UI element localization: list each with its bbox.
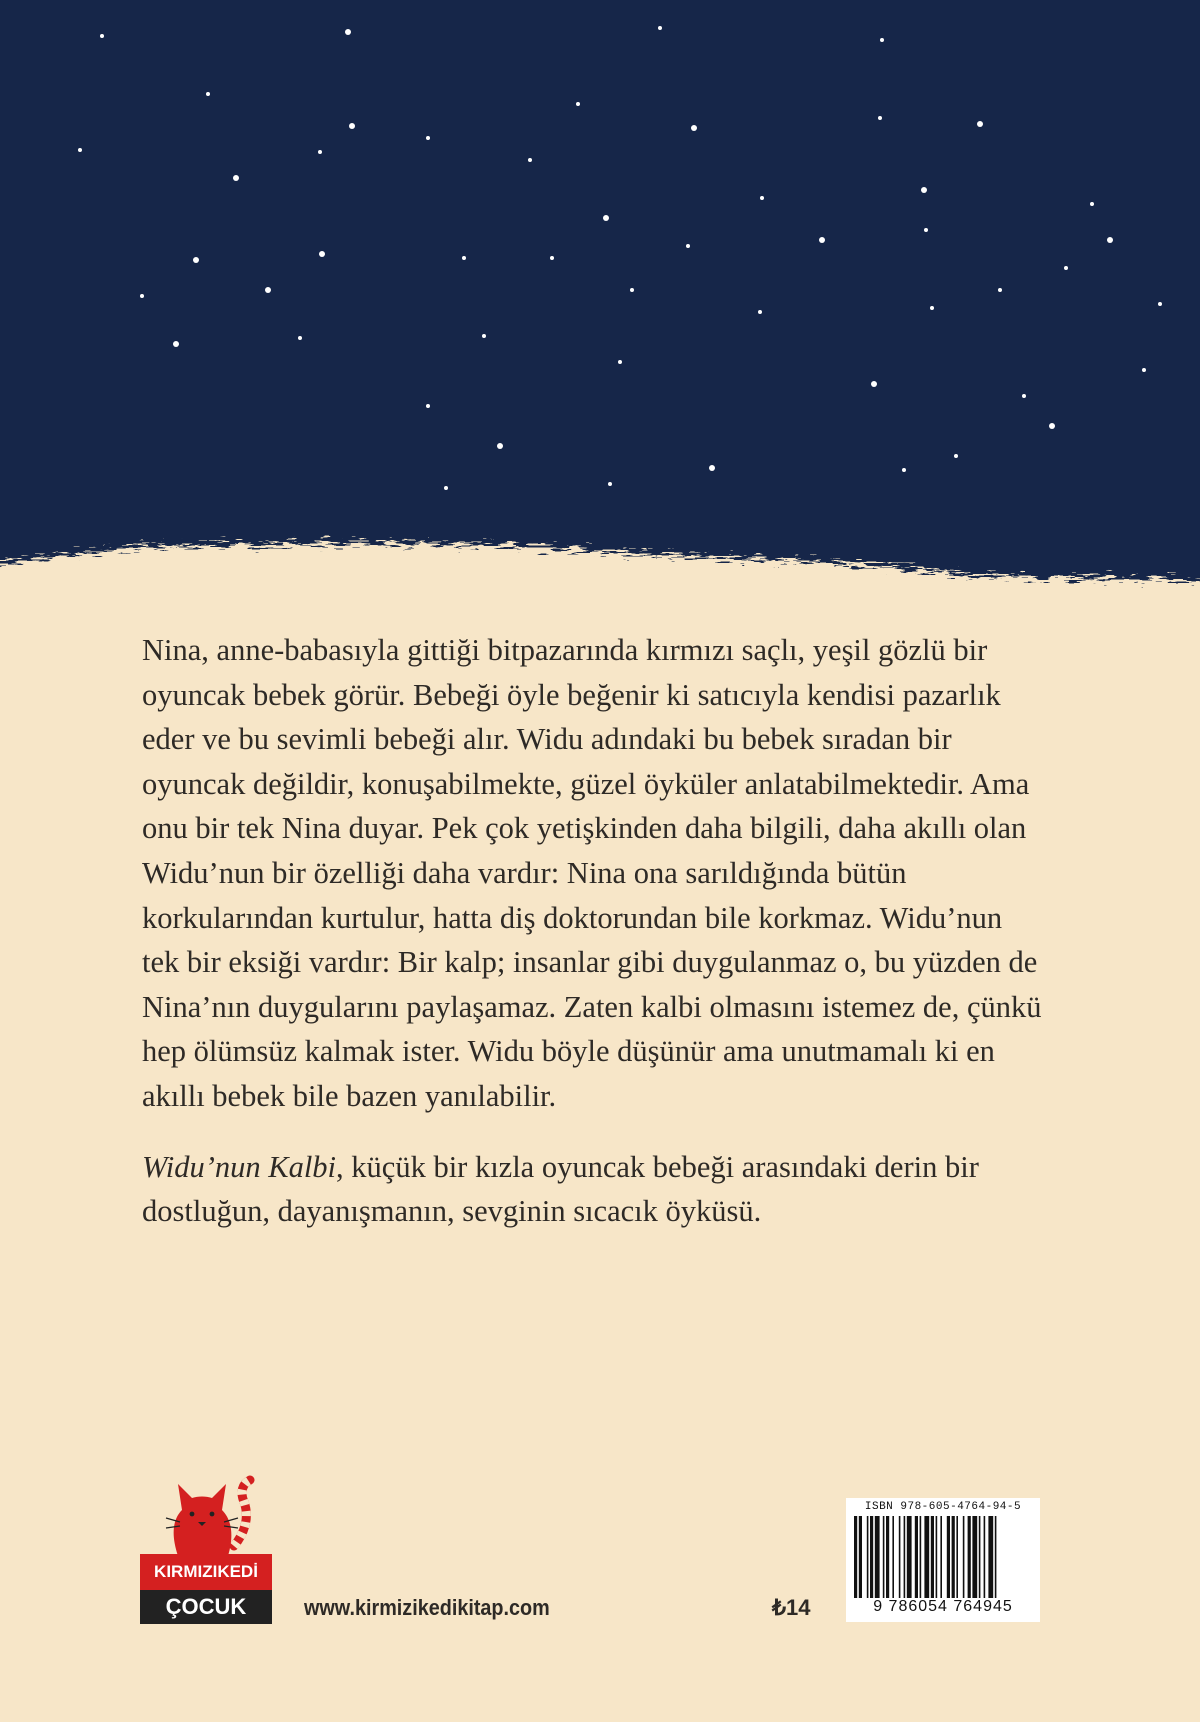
barcode-bar (947, 1516, 950, 1598)
star (709, 465, 715, 471)
barcode-bar (979, 1516, 981, 1598)
star (318, 150, 322, 154)
star (319, 251, 325, 257)
star (878, 116, 882, 120)
star (618, 360, 622, 364)
star (954, 454, 958, 458)
barcode-bar (924, 1516, 929, 1598)
barcode-bar (886, 1516, 889, 1598)
star (173, 341, 179, 347)
star (349, 123, 355, 129)
barcode-bar (956, 1516, 958, 1598)
publisher-imprint: ÇOCUK (140, 1590, 272, 1624)
star (482, 334, 486, 338)
price-label: ₺14 (772, 1595, 811, 1620)
barcode-bar (859, 1516, 862, 1598)
barcode-bar (875, 1516, 880, 1598)
publisher-name: KIRMIZIKEDİ (140, 1554, 272, 1590)
star (608, 482, 612, 486)
star (1158, 302, 1162, 306)
blurb-paragraph-2-text: , küçük bir kızla oyuncak bebeği arasındaki derin bir dostluğun, dayanışmanın, sevginin sıcacık öyküsü. (142, 1149, 979, 1229)
barcode-bar (968, 1516, 971, 1598)
barcode-bar (854, 1516, 857, 1598)
star (902, 468, 906, 472)
isbn-label: ISBN 978-605-4764-94-5 (864, 1501, 1022, 1513)
barcode-bars (850, 1516, 1036, 1598)
isbn-barcode (846, 1498, 1040, 1622)
book-title-italic: Widu’nun Kalbi (142, 1149, 337, 1184)
star (426, 136, 430, 140)
barcode-bar (952, 1516, 955, 1598)
barcode-bar (907, 1516, 912, 1598)
star (1142, 368, 1146, 372)
barcode-bar (892, 1516, 894, 1598)
star (998, 288, 1002, 292)
red-cat-icon (140, 1462, 272, 1558)
star (691, 125, 697, 131)
barcode-bar (963, 1516, 965, 1598)
star (977, 121, 983, 127)
star (921, 187, 927, 193)
star (78, 148, 82, 152)
star (265, 287, 271, 293)
isbn-digits: 9 786054 764945 (873, 1598, 1013, 1615)
star (528, 158, 532, 162)
star (1049, 423, 1055, 429)
star (298, 336, 302, 340)
barcode-bar (995, 1516, 997, 1598)
star (760, 196, 764, 200)
barcode-bar (931, 1516, 934, 1598)
star (930, 306, 934, 310)
star (880, 38, 884, 42)
starry-night-sky (0, 0, 1200, 620)
star (444, 486, 448, 490)
star (1064, 266, 1068, 270)
star (345, 29, 351, 35)
barcode-bar (988, 1516, 993, 1598)
star (630, 288, 634, 292)
star (758, 310, 762, 314)
publisher-logo (140, 1462, 272, 1624)
barcode-bar (899, 1516, 901, 1598)
barcode-bar (870, 1516, 873, 1598)
blurb-paragraph-1: Nina, anne-babasıyla gittiği bitpazarında kırmızı saçlı, yeşil gözlü bir oyuncak bebek görür. Bebeği öyle beğenir ki satıcıyla kendisi pazarlık eder ve bu sevimli bebeği alır. Widu adındaki bu bebek sıradan bir oyuncak değildir, konuşabilmekte, güzel öyküler anlatabilmektedir. Ama onu bir tek Nina duyar. Pek çok yetişkinden daha bilgili, daha akıllı olan Widu’nun bir özelliği daha vardır: Nina ona sarıldığında bütün korkularından kurtulur, hatta diş doktorundan bile korkmaz. Widu’nun tek bir eksiği vardır: Bir kalp; insanlar gibi duygulanmaz o, bu yüzden de Nina’nın duygularını paylaşamaz. Zaten kalbi olmasını istemez de, çünkü hep ölümsüz kalmak ister. Widu böyle düşünür ama unutmamalı ki en akıllı bebek bile bazen yanılabilir. (142, 633, 1042, 1113)
star (686, 244, 690, 248)
star (576, 102, 580, 106)
publisher-website: www.kirmizikedikitap.com (304, 1595, 550, 1620)
star (193, 257, 199, 263)
star (100, 34, 104, 38)
barcode-bar (936, 1516, 938, 1598)
star (462, 256, 466, 260)
barcode-bar (984, 1516, 986, 1598)
star (233, 175, 239, 181)
blurb-paragraph-2 (142, 1145, 1042, 1234)
barcode-bar (972, 1516, 977, 1598)
star (871, 381, 877, 387)
barcode-bar (920, 1516, 922, 1598)
star (497, 443, 503, 449)
star (550, 256, 554, 260)
back-cover-blurb (142, 628, 1042, 1234)
barcode-bar (940, 1516, 942, 1598)
star (658, 26, 662, 30)
star (1107, 237, 1113, 243)
star (603, 215, 609, 221)
star (819, 237, 825, 243)
star (1022, 394, 1026, 398)
star (924, 228, 928, 232)
barcode-bar (867, 1516, 869, 1598)
barcode-bar (904, 1516, 906, 1598)
star (426, 404, 430, 408)
barcode-bar (915, 1516, 918, 1598)
star (140, 294, 144, 298)
barcode-bar (883, 1516, 885, 1598)
star (206, 92, 210, 96)
star (1090, 202, 1094, 206)
